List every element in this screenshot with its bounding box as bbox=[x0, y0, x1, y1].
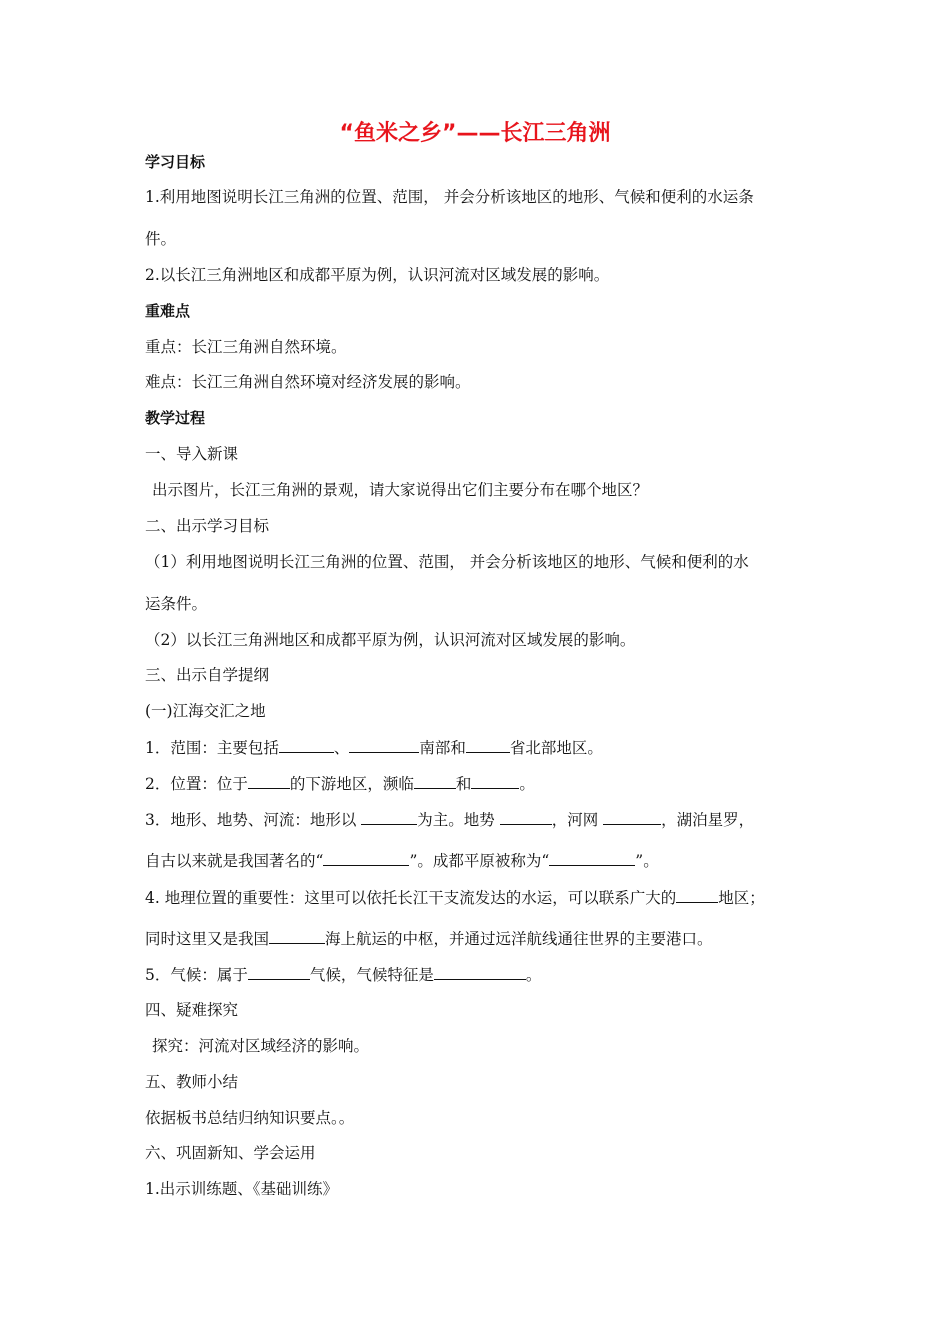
q3-text-c: ，河网 bbox=[551, 811, 604, 829]
step-4-text: 探究：河流对区域经济的影响。 bbox=[152, 1037, 370, 1055]
step-5-text: 依据板书总结归纳知识要点。。 bbox=[145, 1109, 355, 1127]
q4-text-a: 4. 地理位置的重要性：这里可以依托长江干支流发达的水运，可以联系广大的 bbox=[145, 889, 677, 907]
answer-blank[interactable] bbox=[676, 886, 718, 903]
step-4: 四、疑难探究 bbox=[145, 1001, 239, 1019]
q2-text-a: 2．位置：位于 bbox=[145, 775, 248, 793]
q3b-text-b: ”。成都平原被称为“ bbox=[409, 852, 550, 870]
answer-blank[interactable] bbox=[349, 736, 419, 753]
answer-blank[interactable] bbox=[471, 772, 519, 789]
q3-text-d: ，湖泊星罗， bbox=[661, 811, 755, 829]
q1-text-d: 省北部地区。 bbox=[509, 739, 603, 757]
objective-1: 1.利用地图说明长江三角洲的位置、范围， 并会分析该地区的地形、气候和便利的水运条 bbox=[145, 188, 754, 206]
q4-text-b: 地区； bbox=[718, 889, 765, 907]
answer-blank[interactable] bbox=[549, 849, 635, 866]
question-1 bbox=[145, 736, 603, 759]
answer-blank[interactable] bbox=[434, 963, 526, 980]
objective-1-cont: 件。 bbox=[145, 230, 177, 248]
answer-blank[interactable] bbox=[500, 808, 552, 825]
question-4-cont bbox=[145, 927, 713, 950]
question-3 bbox=[145, 808, 754, 831]
answer-blank[interactable] bbox=[323, 849, 409, 866]
key-point: 重点：长江三角洲自然环境。 bbox=[145, 338, 347, 356]
q2-text-b: 的下游地区，濒临 bbox=[289, 775, 414, 793]
q1-text-c: 南部和 bbox=[419, 739, 466, 757]
step-2: 二、出示学习目标 bbox=[145, 517, 270, 535]
question-4 bbox=[145, 886, 765, 909]
step-3: 三、出示自学提纲 bbox=[145, 666, 270, 684]
subsection-1: (一)江海交汇之地 bbox=[145, 702, 266, 720]
q4b-text-b: 海上航运的中枢，并通过远洋航线通往世界的主要港口。 bbox=[325, 930, 713, 948]
q3b-text-c: ”。 bbox=[635, 852, 659, 870]
objective-2: 2.以长江三角洲地区和成都平原为例，认识河流对区域发展的影响。 bbox=[145, 266, 610, 284]
question-5 bbox=[145, 963, 541, 986]
q2-text-d: 。 bbox=[519, 775, 535, 793]
answer-blank[interactable] bbox=[269, 927, 325, 944]
answer-blank[interactable] bbox=[414, 772, 456, 789]
question-2 bbox=[145, 772, 535, 795]
step-2-item-1: （1）利用地图说明长江三角洲的位置、范围， 并会分析该地区的地形、气候和便利的水 bbox=[145, 553, 749, 571]
q3-text-b: 为主。地势 bbox=[417, 811, 500, 829]
step-5: 五、教师小结 bbox=[145, 1073, 239, 1091]
answer-blank[interactable] bbox=[279, 736, 334, 753]
step-2-item-2: （2）以长江三角洲地区和成都平原为例，认识河流对区域发展的影响。 bbox=[145, 631, 636, 649]
difficult-point: 难点：长江三角洲自然环境对经济发展的影响。 bbox=[145, 373, 471, 391]
answer-blank[interactable] bbox=[466, 736, 510, 753]
q5-text-a: 5．气候：属于 bbox=[145, 966, 248, 984]
process-heading: 教学过程 bbox=[145, 409, 206, 427]
answer-blank[interactable] bbox=[248, 963, 310, 980]
question-3-cont bbox=[145, 849, 659, 872]
step-2-item-1-cont: 运条件。 bbox=[145, 595, 208, 613]
q2-text-c: 和 bbox=[455, 775, 472, 793]
step-6: 六、巩固新知、学会运用 bbox=[145, 1144, 316, 1162]
answer-blank[interactable] bbox=[248, 772, 290, 789]
q5-text-c: 。 bbox=[525, 966, 542, 984]
q5-text-b: 气候，气候特征是 bbox=[309, 966, 434, 984]
q3b-text-a: 自古以来就是我国著名的“ bbox=[145, 852, 324, 870]
document-title: “鱼米之乡”——长江三角洲 bbox=[339, 121, 611, 146]
answer-blank[interactable] bbox=[361, 808, 417, 825]
step-1: 一、导入新课 bbox=[145, 445, 239, 463]
objectives-heading: 学习目标 bbox=[145, 153, 206, 171]
key-heading: 重难点 bbox=[145, 302, 191, 320]
step-1-text: 出示图片，长江三角洲的景观，请大家说得出它们主要分布在哪个地区？ bbox=[152, 481, 649, 499]
answer-blank[interactable] bbox=[603, 808, 661, 825]
step-6-text: 1.出示训练题、《基础训练》 bbox=[145, 1180, 339, 1198]
q4b-text-a: 同时这里又是我国 bbox=[145, 930, 270, 948]
q3-text-a: 3．地形、地势、河流：地形以 bbox=[145, 811, 362, 829]
q1-text-b: 、 bbox=[333, 739, 350, 757]
q1-text-a: 1．范围：主要包括 bbox=[145, 739, 279, 757]
